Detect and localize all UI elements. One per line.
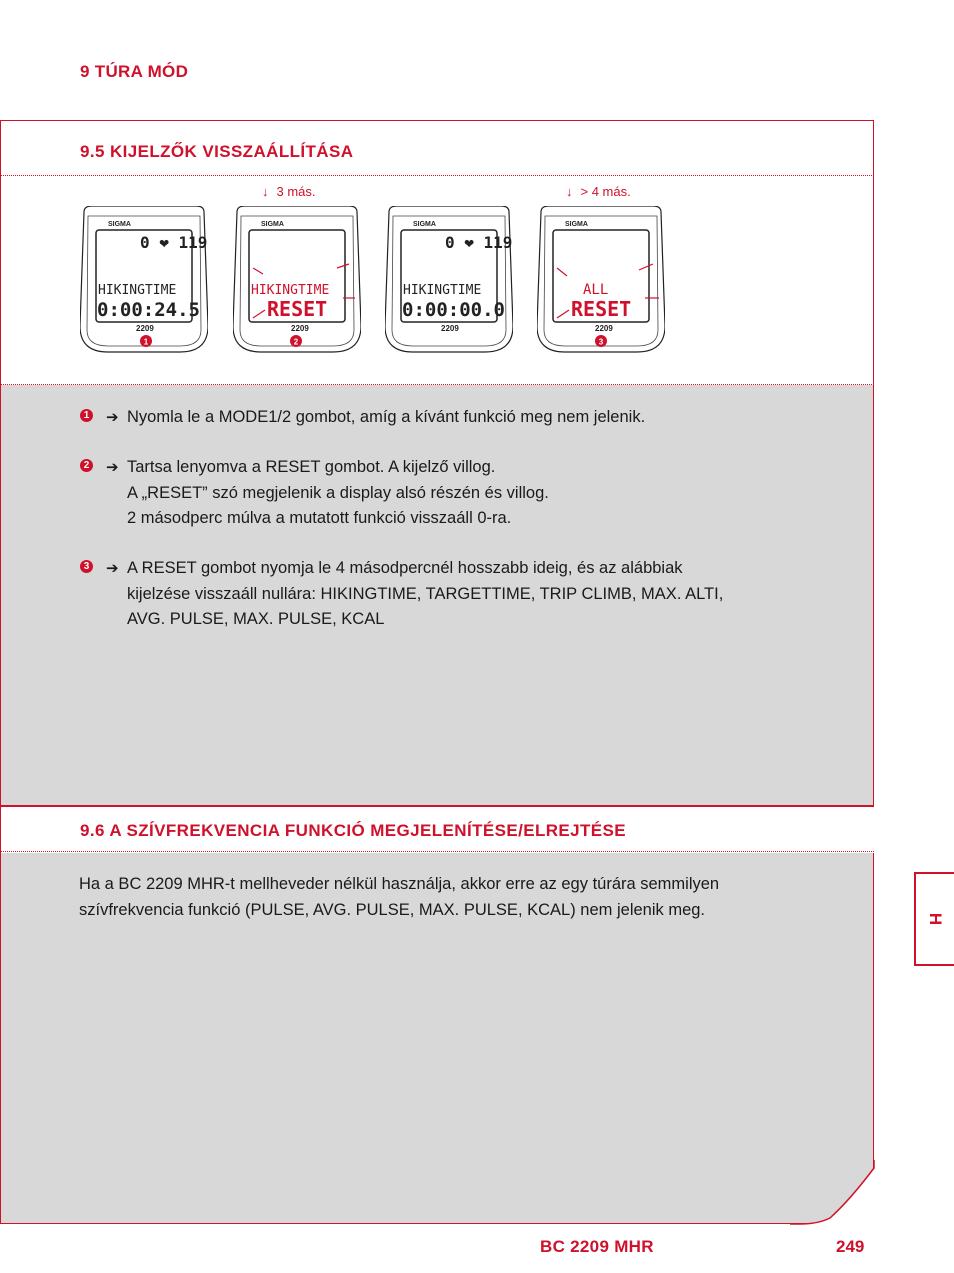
- brand-logo: SIGMA: [565, 221, 588, 228]
- device-display-4: [537, 206, 665, 354]
- step-line: Tartsa lenyomva a RESET gombot. A kijelző villog.: [127, 458, 496, 476]
- step-badge: 3: [80, 560, 93, 573]
- brand-logo: SIGMA: [413, 221, 436, 228]
- step-number: 3: [598, 337, 604, 347]
- paragraph-line: szívfrekvencia funkció (PULSE, AVG. PULSE, MAX. PULSE, KCAL) nem jelenik meg.: [79, 900, 706, 919]
- bike-computer-icon: [385, 206, 513, 354]
- step-text: [127, 556, 723, 633]
- divider: [1, 851, 874, 852]
- lcd-label: HIKINGTIME: [98, 283, 177, 298]
- section-9-5-title: 9.5 KIJELZŐK VISSZAÁLLÍTÁSA: [80, 142, 354, 161]
- lcd-main-value: RESET: [267, 297, 328, 321]
- chapter-title: 9 TÚRA MÓD: [80, 62, 189, 81]
- model-number: 2209: [441, 324, 459, 333]
- arrow-right-icon: ➔: [106, 459, 119, 476]
- lcd-top-value: 0 ❤ 119: [445, 233, 513, 252]
- arrow-down-icon: ↓: [566, 184, 573, 199]
- step-text: [127, 405, 645, 431]
- paragraph-line: Ha a BC 2209 MHR-t mellheveder nélkül használja, akkor erre az egy túrára semmilyen: [79, 875, 720, 893]
- step-line: 2 másodperc múlva a mutatott funkció visszaáll 0-ra.: [127, 509, 512, 527]
- step-number: 1: [143, 337, 149, 347]
- arrow-down-icon: ↓: [262, 184, 269, 199]
- press-duration: 3 más.: [276, 184, 316, 199]
- step-line: kijelzése visszaáll nullára: HIKINGTIME, TARGETTIME, TRIP CLIMB, MAX. ALTI,: [127, 584, 724, 603]
- step-badge: 1: [80, 409, 93, 422]
- lcd-top-value: 0 ❤ 119: [140, 233, 208, 252]
- step-text: [127, 455, 549, 532]
- section-9-6-header: [1, 805, 874, 853]
- lcd-main-value: RESET: [571, 297, 632, 321]
- language-tab: [914, 872, 954, 966]
- section-9-6-title: 9.6 A SZÍVFREKVENCIA FUNKCIÓ MEGJELENÍTÉSE/ELREJTÉSE: [80, 821, 626, 840]
- model-number: 2209: [595, 324, 613, 333]
- footer-model: BC 2209 MHR: [540, 1237, 654, 1256]
- step-line: A „RESET” szó megjelenik a display alsó részén és villog.: [127, 483, 549, 502]
- bike-computer-icon: [80, 206, 208, 354]
- device-display-3: [385, 206, 513, 354]
- divider: [1, 175, 874, 176]
- lcd-label: ALL: [583, 282, 609, 298]
- lcd-label: HIKINGTIME: [403, 283, 482, 298]
- press-duration: > 4 más.: [580, 184, 631, 199]
- bike-computer-icon: [537, 206, 665, 354]
- model-number: 2209: [136, 324, 154, 333]
- step-badge: 2: [80, 459, 93, 472]
- page-corner-curve: [790, 1160, 880, 1230]
- section-9-6-paragraph: [79, 872, 719, 923]
- step-line: Nyomla le a MODE1/2 gombot, amíg a kívánt funkció meg nem jelenik.: [127, 408, 646, 426]
- press-label-2: [566, 184, 631, 199]
- lcd-main-value: 0:00:00.0: [402, 299, 505, 321]
- model-number: 2209: [291, 324, 309, 333]
- page-number: 249: [836, 1237, 865, 1256]
- device-display-1: [80, 206, 208, 354]
- arrow-right-icon: ➔: [106, 560, 119, 577]
- divider: [1, 384, 874, 385]
- device-display-2: [233, 206, 361, 354]
- step-number: 2: [293, 337, 299, 347]
- lcd-main-value: 0:00:24.5: [97, 299, 200, 321]
- lcd-label: HIKINGTIME: [251, 283, 330, 298]
- arrow-right-icon: ➔: [106, 409, 119, 426]
- brand-logo: SIGMA: [261, 221, 284, 228]
- step-line: AVG. PULSE, MAX. PULSE, KCAL: [127, 610, 385, 628]
- press-label-1: [262, 184, 316, 199]
- brand-logo: SIGMA: [108, 221, 131, 228]
- step-line: A RESET gombot nyomja le 4 másodpercnél hosszabb ideig, és az alábbiak: [127, 559, 683, 577]
- language-tab-label: H: [926, 912, 945, 926]
- bike-computer-icon: [233, 206, 361, 354]
